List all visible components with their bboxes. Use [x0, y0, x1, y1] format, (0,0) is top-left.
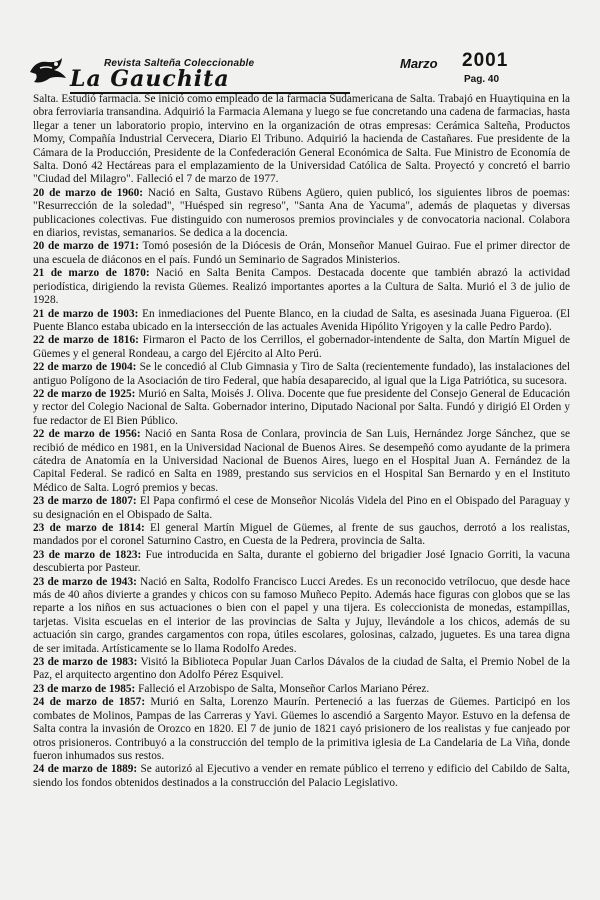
- entry-text: El general Martín Miguel de Güemes, al frente de sus gauchos, derrotó a los realistas, mandados por el coronel Saturnino Castro, en Cuesta de la Pedrera, provincia de Salta.: [33, 522, 570, 548]
- entry-text: Firmaron el Pacto de los Cerrillos, el gobernador-intendente de Salta, don Martín Miguel de Güemes y el general Rondeau, a cargo del Ejército al Alto Perú.: [33, 334, 571, 360]
- entry-text: El Papa confirmó el cese de Monseñor Nicolás Videla del Pino en el Obispado del Paraguay y su designación en el Obispado de Salta.: [33, 495, 571, 521]
- article-body: [33, 93, 570, 790]
- entry-text: Falleció el Arzobispo de Salta, Monseñor Carlos Mariano Pérez.: [138, 682, 430, 695]
- entry-text: Nació en Salta, Gustavo Rübens Agüero, quien publicó, los siguientes libros de poemas: "Resurrección de la soledad", "Huésped sin regreso", "Santa Ana de Yacuma", además de plaquetas y diversas publicaciones colectivas. Fue distinguido con numerosos premios provinciales y de convocatoria nacional. Colabora en diarios, revistas, semanarios. Se dedica a la docencia.: [33, 186, 571, 240]
- chronology-entry: [33, 696, 570, 763]
- entry-text: Fue introducida en Salta, durante el gobierno del brigadier José Ignacio Gorriti, la vacuna descubierta por Pasteur.: [33, 548, 571, 575]
- entry-date: 23 de marzo de 1814:: [33, 522, 145, 534]
- entry-text: Murió en Salta, Lorenzo Maurín. Perteneció a las fuerzas de Güemes. Participó en los combates de Molinos, Pampas de las Carreras y Yavi. Güemes lo ascendió a Sargento Mayor. Estuvo en la defensa de Salta contra la invasión de Orozco en 1820. El 7 de junio de 1821 cayó prisionero de los realistas y fue canjeado por otros prisioneros. Contribuyó a la construcción del templo de la primitiva iglesia de La Candelaria de La Viña, donde fueron inhumados sus restos.: [33, 696, 570, 762]
- chronology-entry: [33, 576, 570, 656]
- chronology-entry: [33, 240, 570, 267]
- chronology-entry: [33, 428, 570, 495]
- entry-text: Visitó la Biblioteca Popular Juan Carlos Dávalos de la ciudad de Salta, el Premio Nobel de la Paz, el arquitecto argentino don Adolfo Pérez Esquivel.: [33, 656, 570, 682]
- entry-date: 23 de marzo de 1823:: [33, 548, 142, 561]
- entry-date: 20 de marzo de 1960:: [33, 186, 144, 199]
- entry-text: Nació en Salta Benita Campos. Destacada docente que también abrazó la actividad periodística, dirigiendo la revista Güemes. Realizó importantes aportes a la Cultura de Salta. Murió el 3 de julio de 1928.: [33, 267, 571, 307]
- magazine-subtitle: Revista Salteña Coleccionable: [104, 58, 255, 69]
- entry-date: 24 de marzo de 1857:: [33, 696, 146, 709]
- chronology-entry: [33, 267, 570, 307]
- entry-date: 22 de marzo de 1904:: [33, 361, 137, 374]
- chronology-entry: [33, 334, 570, 361]
- entry-date: 21 de marzo de 1903:: [33, 307, 139, 320]
- chronology-entry: [33, 495, 570, 522]
- entry-date: 22 de marzo de 1816:: [33, 334, 139, 347]
- entry-text: Tomó posesión de la Diócesis de Orán, Monseñor Manuel Guirao. Fue el primer director de una escuela de diáconos en el país. Fundó un Seminario de Sagrados Ministerios.: [33, 240, 570, 266]
- chronology-entry: [33, 763, 570, 790]
- magazine-title: La Gauchita: [70, 66, 230, 92]
- chronology-entry: [33, 656, 570, 683]
- entry-date: 21 de marzo de 1870:: [33, 267, 150, 280]
- chronology-entry: [33, 388, 570, 428]
- entry-text: Murió en Salta, Moisés J. Oliva. Docente que fue presidente del Consejo General de Educación y rector del Colegio Nacional de Salta. Gobernador interino, Diputado Nacional por Salta. Fundó y dirigió El Orden y fue redactor de El Bien Público.: [33, 387, 570, 427]
- issue-year: 2001: [462, 50, 509, 71]
- entry-date: 23 de marzo de 1983:: [33, 656, 138, 669]
- chronology-entry: [33, 187, 570, 241]
- entry-date: 20 de marzo de 1971:: [33, 240, 139, 253]
- entry-text: Se le concedió al Club Gimnasia y Tiro de Salta (recientemente fundado), las instalaciones del antiguo Polígono de la Asociación de tiro Federal, que había desaparecido, al igual que la Liga Patriótica, su sucesora.: [33, 361, 571, 387]
- chronology-entry: [33, 549, 570, 576]
- chronology-entry: [33, 308, 570, 335]
- entry-text: Se autorizó al Ejecutivo a vender en remate público el terreno y edificio del Cabildo de Salta, siendo los fondos obtenidos destinados a la construcción del Palacio Legislativo.: [33, 763, 571, 789]
- page-header: [28, 50, 574, 96]
- issue-month: Marzo: [400, 56, 438, 71]
- chronology-entry: [33, 361, 570, 388]
- page-number: Pag. 40: [464, 74, 500, 85]
- entry-date: 22 de marzo de 1925:: [33, 387, 136, 400]
- chronology-entry: [33, 93, 570, 187]
- entry-text: Nació en Salta, Rodolfo Francisco Lucci Aredes. Es un reconocido vetrílocuo, que desde hace más de 40 años divierte a grandes y chicos con su famoso Muñeco Pepito. Además hace figuras con globos que se las reparte a los niños en sus actuaciones o bien con el papel y una tijera. Es coleccionista de monedas, estampillas, tarjetas. Visita escuelas en el interior de las provincias de Salta y Jujuy, llevándole a los chicos, además de su actuación sin cargo, grandes cargamentos con ropa, útiles escolares, golosinas, calzado, juguetes. Es una tarea digna de ser imitada. Artísticamente se lo llama Rodolfo Aredes.: [33, 575, 571, 655]
- entry-text: En inmediaciones del Puente Blanco, en la ciudad de Salta, es asesinada Juana Figueroa. (El Puente Blanco estaba ubicado en la intersección de las actuales Avenida Hipólito Yrigoyen y la calle Pedro Pardo).: [33, 307, 571, 333]
- entry-date: 23 de marzo de 1807:: [33, 495, 137, 508]
- entry-date: 23 de marzo de 1985:: [33, 682, 136, 695]
- gaucho-logo-icon: [28, 54, 68, 88]
- chronology-entry: [33, 683, 570, 696]
- entry-text: Salta. Estudió farmacia. Se inició como empleado de la farmacia Sudamericana de Salta. Trabajó en Huaytiquina en la obra ferroviaria transandina. Adquirió la Farmacia Alemana y luego se fue concretando una cadena de farmacias, hasta llegar a tener un laboratorio propio, intervino en la organización de otras empresas: Cerámica Salteña, Productos Momy, Compañía Industrial Cervecera, Diario El Tribuno. Adquirió la hacienda de Castañares. Fue presidente de la Cámara de la Producción, Presidente de la Confederación General Económica de Salta. Fue Ministro de Economía de Salta. Donó 42 Hectáreas para el emplazamiento de la Universidad Católica de Salta. Proyectó y concretó el barrio "Ciudad del Milagro". Falleció el 7 de marzo de 1977.: [33, 93, 570, 186]
- entry-date: 22 de marzo de 1956:: [33, 428, 141, 441]
- entry-text: Nació en Santa Rosa de Conlara, provincia de San Luis, Hernández Jorge Sánchez, que se recibió de médico en 1981, en la Universidad Nacional de Buenos Aires. Se desempeñó como ayudante de la primera cátedra de Anatomía en la Universidad Nacional de Buenos Aires, luego en el Hospital Juan A. Fernández de la Capital Federal. Se radicó en Salta en 1989, prestando sus servicios en el Hospital San Bernardo y en el Instituto Médico de Salta. Logró premios y becas.: [33, 428, 570, 494]
- entry-date: 24 de marzo de 1889:: [33, 763, 138, 776]
- chronology-entry: [33, 522, 570, 549]
- entry-date: 23 de marzo de 1943:: [33, 575, 137, 588]
